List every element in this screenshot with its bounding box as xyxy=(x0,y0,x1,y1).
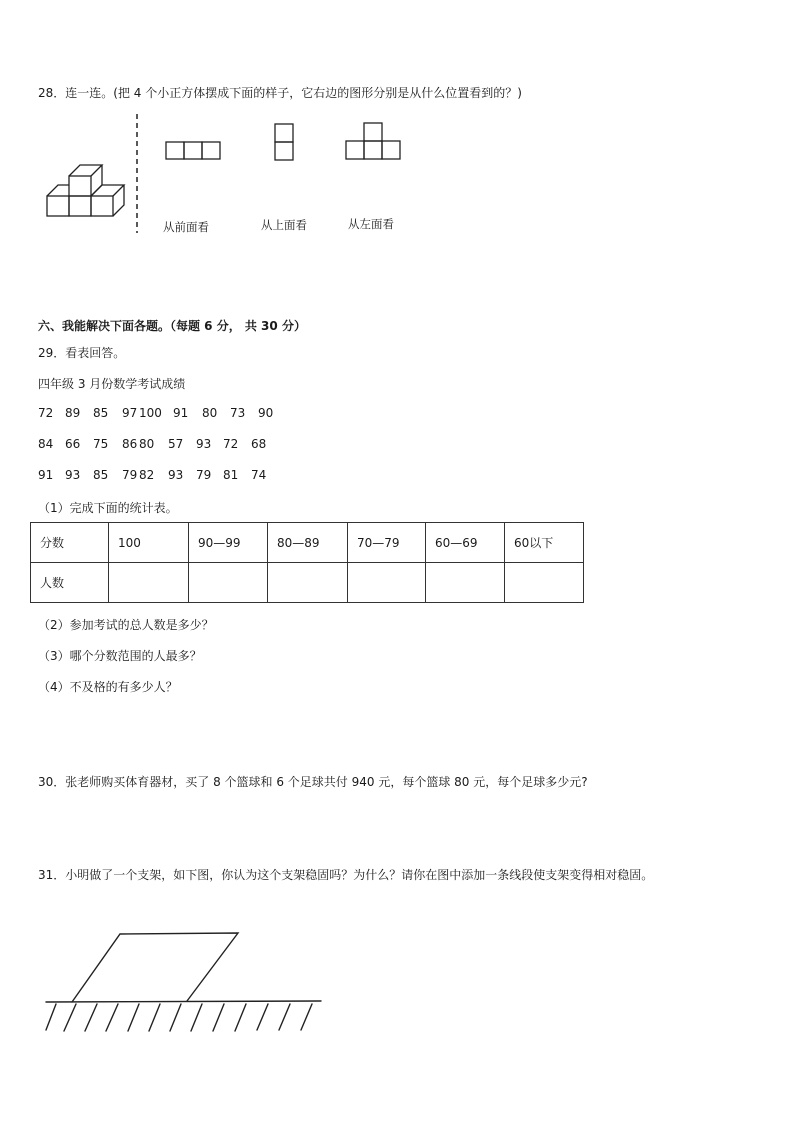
score: 84 xyxy=(38,437,54,451)
table-cell: 80—89 xyxy=(268,523,348,563)
table-cell: 90—99 xyxy=(189,523,268,563)
score: 72 xyxy=(223,437,239,451)
table-cell: 100 xyxy=(109,523,189,563)
score: 85 xyxy=(93,468,109,482)
score: 93 xyxy=(196,437,212,451)
q29-sub2: （2）参加考试的总人数是多少？ xyxy=(38,618,214,632)
score: 72 xyxy=(38,406,54,420)
q29-sub3: （3）哪个分数范围的人最多？ xyxy=(38,649,202,663)
score: 74 xyxy=(251,468,267,482)
q29-text: 29．看表回答。 xyxy=(38,346,126,360)
score: 80 xyxy=(139,437,155,451)
q31-text: 31．小明做了一个支架，如下图，你认为这个支架稳固吗？为什么？请你在图中添加一条线段使支架变得相对稳固。 xyxy=(38,868,654,882)
score: 66 xyxy=(65,437,81,451)
section-heading: 六、我能解决下面各题。（每题 6 分， 共 30 分） xyxy=(38,319,306,333)
score: 73 xyxy=(230,406,246,420)
score: 91 xyxy=(173,406,189,420)
score: 85 xyxy=(93,406,109,420)
view-label-left: 从左面看 xyxy=(348,217,394,231)
q29-subtitle: 四年级 3 月份数学考试成绩 xyxy=(38,377,186,391)
score: 89 xyxy=(65,406,81,420)
score: 79 xyxy=(196,468,212,482)
score: 82 xyxy=(139,468,155,482)
score: 80 xyxy=(202,406,218,420)
score: 75 xyxy=(93,437,109,451)
score: 93 xyxy=(65,468,81,482)
table-cell: 60—69 xyxy=(426,523,505,563)
table-cell: 人数 xyxy=(31,563,109,603)
q29-sub4: （4）不及格的有多少人？ xyxy=(38,680,178,694)
score: 90 xyxy=(258,406,274,420)
q28-text: 28．连一连。(把 4 个小正方体摆成下面的样子，它右边的图形分别是从什么位置看到的？) xyxy=(38,86,522,100)
view-label-top: 从上面看 xyxy=(261,218,307,232)
score: 86 xyxy=(122,437,138,451)
score: 91 xyxy=(38,468,54,482)
q29-sub1: （1）完成下面的统计表。 xyxy=(38,501,178,515)
score: 97 xyxy=(122,406,138,420)
view-label-front: 从前面看 xyxy=(163,220,209,234)
score: 68 xyxy=(251,437,267,451)
table-cell: 70—79 xyxy=(348,523,426,563)
score: 93 xyxy=(168,468,184,482)
score: 79 xyxy=(122,468,138,482)
table-cell: 分数 xyxy=(31,523,109,563)
score: 57 xyxy=(168,437,184,451)
q30-text: 30．张老师购买体育器材，买了 8 个篮球和 6 个足球共付 940 元，每个篮球 80 元，每个足球多少元? xyxy=(38,775,588,789)
table-cell: 60以下 xyxy=(505,523,584,563)
score: 81 xyxy=(223,468,239,482)
score: 100 xyxy=(139,406,162,420)
